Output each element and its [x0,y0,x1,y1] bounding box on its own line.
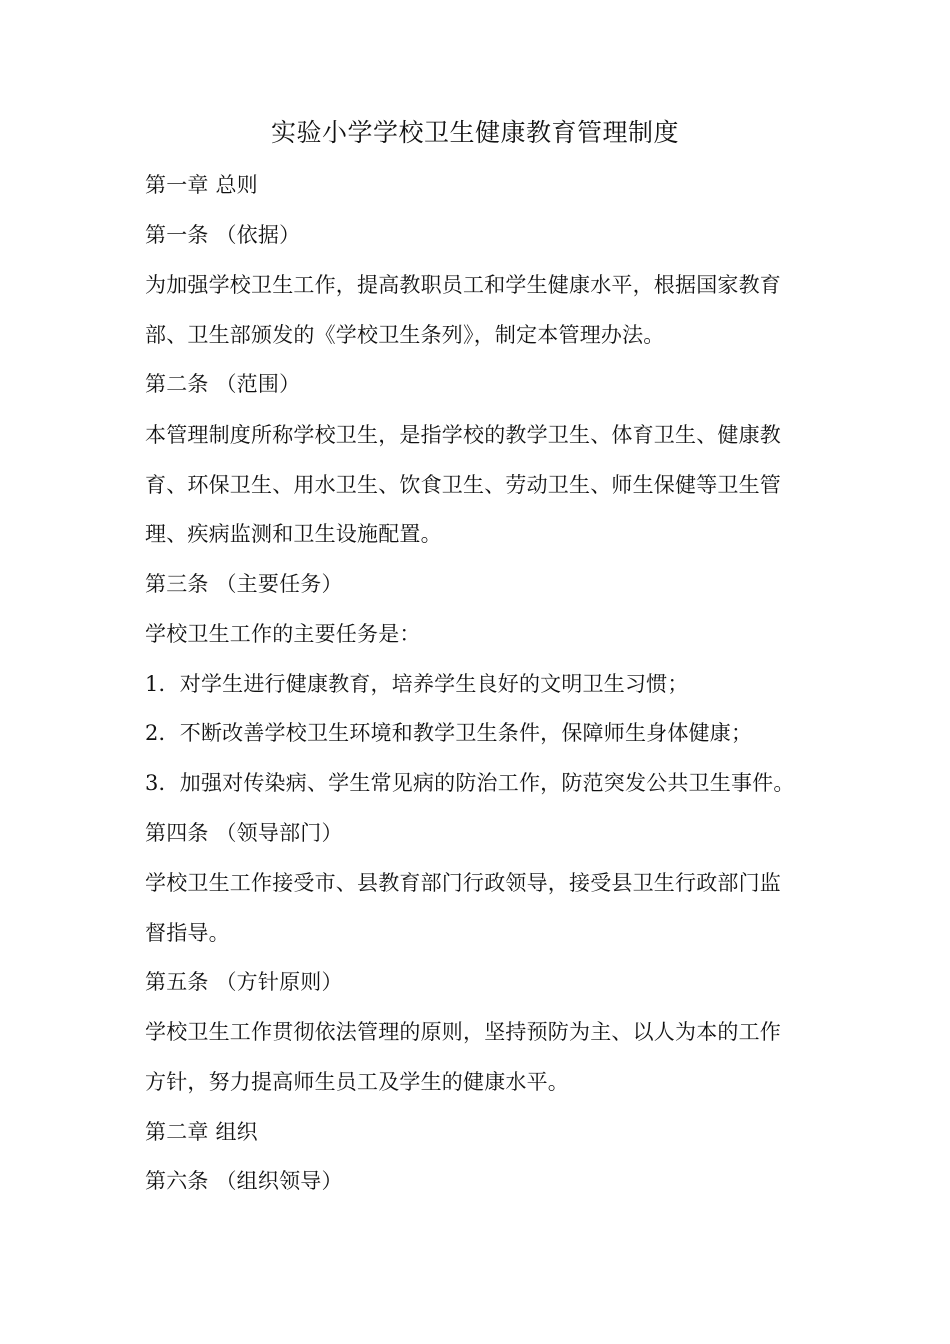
paragraph-line: 为加强学校卫生工作，提高教职员工和学生健康水平，根据国家教育 [145,273,781,297]
paragraph-line: 学校卫生工作接受市、县教育部门行政领导，接受县卫生行政部门监 [145,871,781,895]
paragraph-line: 学校卫生工作贯彻依法管理的原则，坚持预防为主、以人为本的工作 [145,1020,781,1044]
list-item: 3．加强对传染病、学生常见病的防治工作，防范突发公共卫生事件。 [145,771,795,795]
chapter-heading: 第二章 组织 [145,1120,258,1144]
chapter-heading: 第一章 总则 [145,173,258,197]
article-heading: 第四条 （领导部门） [145,821,343,845]
paragraph-line: 理、疾病监测和卫生设施配置。 [145,522,442,546]
paragraph-line: 部、卫生部颁发的《学校卫生条列》，制定本管理办法。 [145,323,665,347]
document-title: 实验小学学校卫生健康教育管理制度 [270,118,679,147]
paragraph-line: 督指导。 [145,921,230,945]
list-item: 2．不断改善学校卫生环境和教学卫生条件，保障师生身体健康； [145,721,753,745]
paragraph-line: 学校卫生工作的主要任务是： [145,622,421,646]
article-heading: 第三条 （主要任务） [145,572,343,596]
paragraph-line: 育、环保卫生、用水卫生、饮食卫生、劳动卫生、师生保健等卫生管 [145,473,781,497]
article-heading: 第二条 （范围） [145,372,301,396]
list-item: 1．对学生进行健康教育，培养学生良好的文明卫生习惯； [145,672,689,696]
article-heading: 第一条 （依据） [145,223,301,247]
paragraph-line: 本管理制度所称学校卫生，是指学校的教学卫生、体育卫生、健康教 [145,423,781,447]
article-heading: 第六条 （组织领导） [145,1169,343,1193]
article-heading: 第五条 （方针原则） [145,970,343,994]
paragraph-line: 方针，努力提高师生员工及学生的健康水平。 [145,1070,569,1094]
